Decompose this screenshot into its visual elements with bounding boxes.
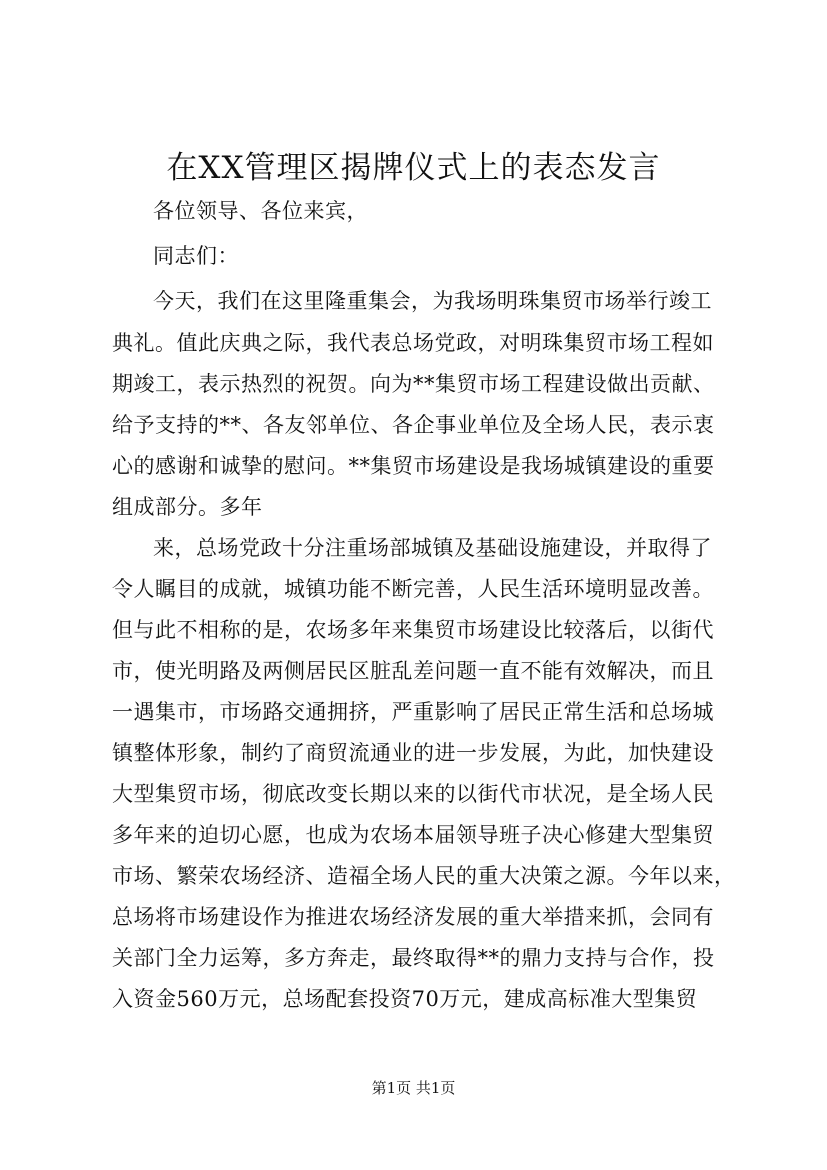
paragraph-line: 心的感谢和诚挚的慰问。**集贸市场建设是我场城镇建设的重要 — [112, 454, 715, 478]
paragraph-line: 来，总场党政十分注重场部城镇及基础设施建设，并取得了 — [153, 536, 712, 560]
salutation-line: 同志们： — [153, 244, 239, 268]
paragraph-line: 今天，我们在这里隆重集会，为我场明珠集贸市场举行竣工 — [153, 289, 712, 313]
paragraph-line: 市场、繁荣农场经济、造福全场人民的重大决策之源。今年以来， — [112, 864, 736, 888]
page-footer: 第1页 共1页 — [371, 1079, 456, 1097]
paragraph-line: 市，使光明路及两侧居民区脏乱差问题一直不能有效解决，而且 — [112, 659, 714, 683]
paragraph-line: 组成部分。多年 — [112, 495, 263, 519]
salutation-line: 各位领导、各位来宾， — [153, 199, 368, 223]
paragraph-line: 关部门全力运筹，多方奔走，最终取得**的鼎力支持与合作，投 — [112, 946, 715, 970]
paragraph-line: 镇整体形象，制约了商贸流通业的进一步发展，为此，加快建设 — [112, 741, 714, 765]
paragraph-line: 总场将市场建设作为推进农场经济发展的重大举措来抓，会同有 — [112, 905, 714, 929]
paragraph-line: 令人瞩目的成就，城镇功能不断完善，人民生活环境明显改善。 — [112, 577, 714, 601]
paragraph-line: 一遇集市，市场路交通拥挤，严重影响了居民正常生活和总场城 — [112, 700, 714, 724]
paragraph-line: 大型集贸市场，彻底改变长期以来的以街代市状况，是全场人民 — [112, 782, 714, 806]
document-title: 在XX管理区揭牌仪式上的表态发言 — [166, 150, 661, 186]
paragraph-line: 给予支持的**、各友邻单位、各企事业单位及全场人民，表示衷 — [112, 413, 715, 437]
paragraph-line: 多年来的迫切心愿，也成为农场本届领导班子决心修建大型集贸 — [112, 823, 714, 847]
paragraph-line: 期竣工，表示热烈的祝贺。向为**集贸市场工程建设做出贡献、 — [112, 372, 715, 396]
paragraph-line: 典礼。值此庆典之际，我代表总场党政，对明珠集贸市场工程如 — [112, 331, 714, 355]
paragraph-line: 入资金560万元，总场配套投资70万元，建成高标准大型集贸 — [112, 987, 698, 1011]
paragraph-line: 但与此不相称的是，农场多年来集贸市场建设比较落后，以街代 — [112, 618, 714, 642]
